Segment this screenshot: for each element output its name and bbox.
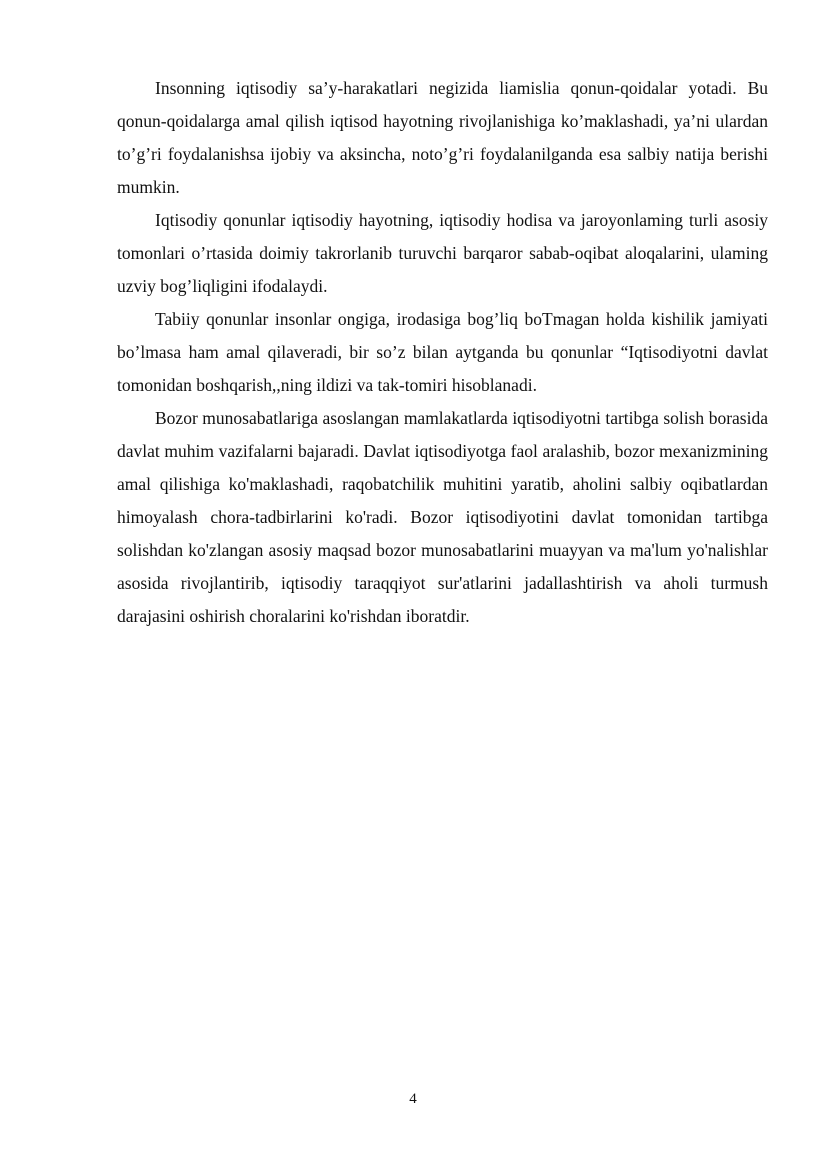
paragraph-2: Iqtisodiy qonunlar iqtisodiy hayotning, iqtisodiy hodisa va jaroyonlaming turli asosiy tomonlari o’rtasida doimiy takrorlanib turuvchi barqaror sabab-oqibat aloqalarini, ulaming uzviy bog’liqligini ifodalaydi. (117, 210, 768, 296)
page-body (117, 72, 768, 633)
page-number: 4 (409, 1091, 417, 1107)
paragraph-4: Bozor munosabatlariga asoslangan mamlakatlarda iqtisodiyotni tartibga solish borasida davlat muhim vazifalarni bajaradi. Davlat iqtisodiyotga faol aralashib, bozor mexanizmining amal qilishiga ko'maklashadi, raqobatchilik muhitini yaratib, aholini salbiy oqibatlardan himoyalash chora-tadbirlarini ko'radi. Bozor iqtisodiyotini davlat tomonidan tartibga solishdan ko'zlangan asosiy maqsad bozor munosabatlarini muayyan va ma'lum yo'nalishlar asosida rivojlantirib, iqtisodiy taraqqiyot sur'atlarini jadallashtirish va aholi turmush darajasini oshirish choralarini ko'rishdan iboratdir. (117, 408, 768, 626)
paragraph-1: Insonning iqtisodiy sa’y-harakatlari negizida liamislia qonun-qoidalar yotadi. Bu qonun-qoidalarga amal qilish iqtisod hayotning rivojlanishiga ko’maklashadi, ya’ni ulardan to’g’ri foydalanishsa ijobiy va aksincha, noto’g’ri foydalanilganda esa salbiy natija berishi mumkin. (117, 78, 768, 197)
paragraph-3: Tabiiy qonunlar insonlar ongiga, irodasiga bog’liq boTmagan holda kishilik jamiyati bo’lmasa ham amal qilaveradi, bir so’z bilan aytganda bu qonunlar “Iqtisodiyotni davlat tomonidan boshqarish,,ning ildizi va tak-tomiri hisoblanadi. (117, 309, 768, 395)
